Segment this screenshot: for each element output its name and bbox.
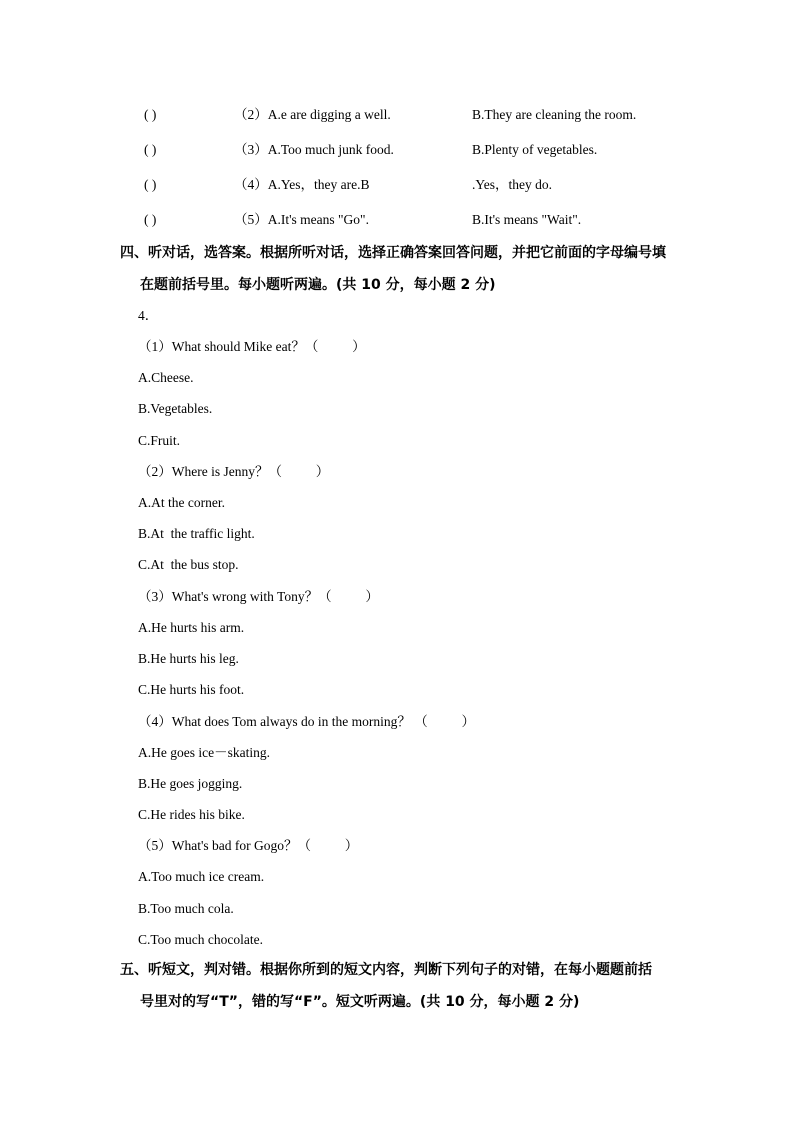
question-option: B.Too much cola. (138, 901, 234, 916)
question-option: C.Fruit. (138, 433, 181, 448)
question-text: （1）What should Mike eat？（ ） (138, 339, 366, 354)
option-a: （3）A.Too much junk food. (234, 142, 394, 157)
answer-paren: ( ) (144, 107, 157, 122)
answer-paren: ( ) (144, 177, 157, 192)
question-option: C.He rides his bike. (138, 807, 245, 822)
option-b: B.Plenty of vegetables. (472, 142, 598, 157)
question-text: （2）Where is Jenny？（ ） (138, 464, 330, 479)
section4-heading-line2: 在题前括号里。每小题听两遍。(共 10 分，每小题 2 分) (140, 277, 496, 293)
option-b: B.It's means "Wait". (472, 212, 582, 227)
question-option: B.He goes jogging. (138, 776, 243, 791)
section5-heading-line2: 号里对的写“T”，错的写“F”。短文听两遍。(共 10 分，每小题 2 分) (140, 994, 580, 1010)
question-option: C.He hurts his foot. (138, 682, 245, 697)
question-option: A.He goes ice－skating. (138, 745, 270, 760)
question-option: A.He hurts his arm. (138, 620, 245, 635)
question-option: B.At the traffic light. (138, 526, 255, 541)
question-option: B.He hurts his leg. (138, 651, 239, 666)
answer-paren: ( ) (144, 212, 157, 227)
section5-heading-line1: 五、听短文，判对错。根据你所到的短文内容，判断下列句子的对错，在每小题题前括 (120, 962, 652, 978)
question-text: （4）What does Tom always do in the morning？ （ ） (138, 714, 476, 729)
question-option: B.Vegetables. (138, 401, 213, 416)
option-a: （4）A.Yes，they are.B (234, 177, 370, 192)
question-text: （5）What's bad for Gogo？（ ） (138, 838, 359, 853)
question-option: A.At the corner. (138, 495, 225, 510)
option-b: .Yes，they do. (472, 177, 553, 192)
question-option: A.Cheese. (138, 370, 194, 385)
question-option: C.Too much chocolate. (138, 932, 264, 947)
question-option: C.At the bus stop. (138, 557, 239, 572)
section4-heading-line1: 四、听对话，选答案。根据所听对话，选择正确答案回答问题，并把它前面的字母编号填 (120, 245, 666, 261)
question-number: 4． (138, 308, 159, 323)
question-option: A.Too much ice cream. (138, 869, 265, 884)
option-a: （5）A.It's means "Go". (234, 212, 369, 227)
option-a: （2）A.e are digging a well. (234, 107, 391, 122)
question-text: （3）What's wrong with Tony？（ ） (138, 589, 379, 604)
option-b: B.They are cleaning the room. (472, 107, 637, 122)
answer-paren: ( ) (144, 142, 157, 157)
